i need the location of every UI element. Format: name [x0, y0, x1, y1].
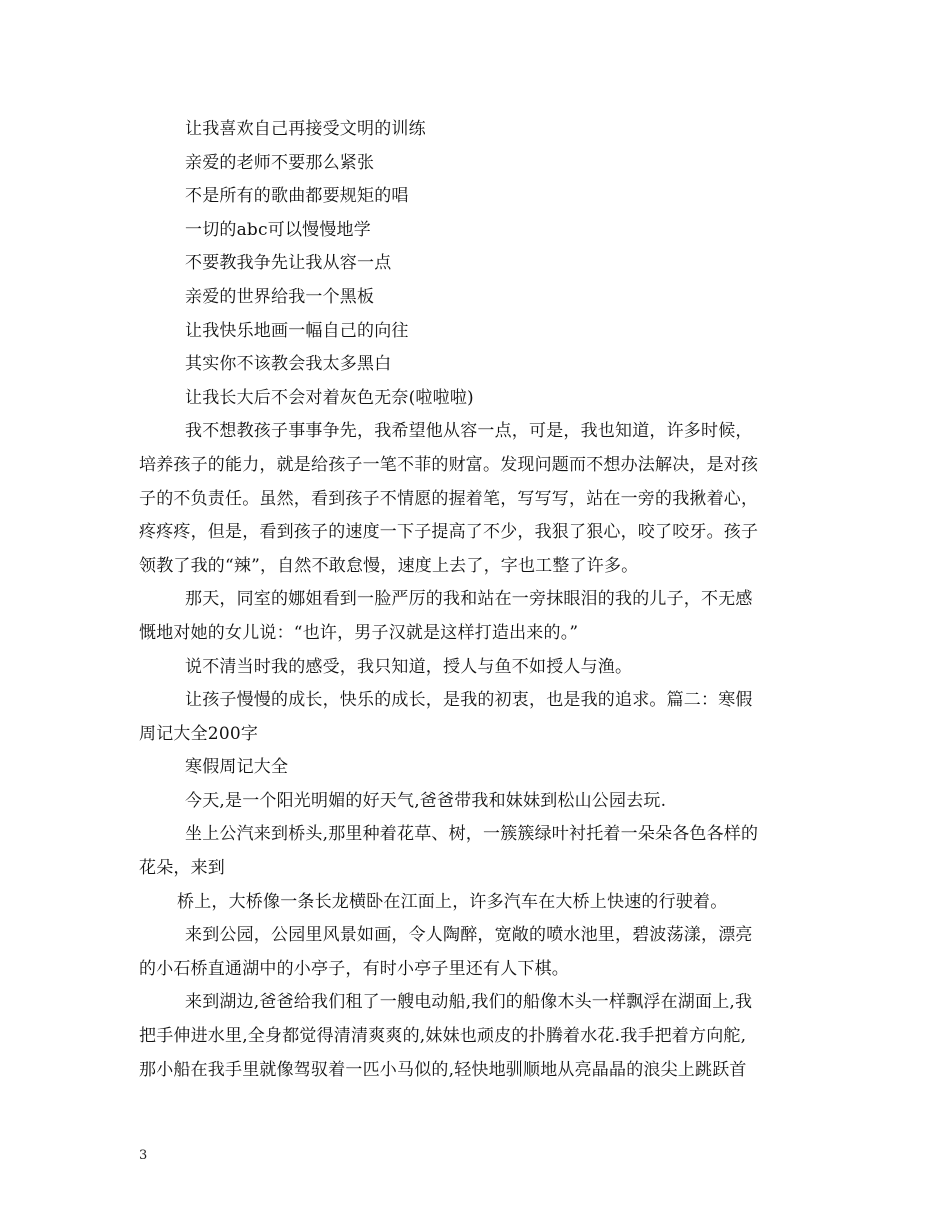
poem-line: 亲爱的老师不要那么紧张 — [185, 152, 375, 173]
paragraph-line: 子的不负责任。虽然，看到孩子不情愿的握着笔，写写写，站在一旁的我揪着心， — [139, 488, 759, 509]
paragraph-line: 今天,是一个阳光明媚的好天气,爸爸带我和妹妹到松山公园去玩. — [185, 790, 667, 811]
paragraph-line: 疼疼疼，但是，看到孩子的速度一下子提高了不少，我狠了狠心，咬了咬牙。孩子 — [139, 522, 759, 543]
poem-line: 让我喜欢自己再接受文明的训练 — [185, 119, 426, 139]
poem-line: 一切的abc可以慢慢地学 — [185, 219, 371, 240]
page-number: 3 — [139, 1148, 148, 1163]
paragraph-line: 让孩子慢慢的成长，快乐的成长，是我的初衷，也是我的追求。篇二：寒假 — [185, 690, 753, 711]
section-title: 寒假周记大全 — [185, 757, 289, 778]
paragraph-line: 领教了我的“辣”，自然不敢怠慢，速度上去了，字也工整了许多。 — [139, 555, 639, 576]
paragraph-line: 花朵，来到 — [139, 858, 225, 879]
poem-line: 亲爱的世界给我一个黑板 — [185, 286, 375, 307]
paragraph-line: 来到公园，公园里风景如画，令人陶醉，宽敞的喷水池里，碧波荡漾，漂亮 — [185, 925, 753, 946]
paragraph-line: 桥上，大桥像一条长龙横卧在江面上，许多汽车在大桥上快速的行驶着。 — [177, 891, 728, 912]
paragraph-line: 说不清当时我的感受，我只知道，授人与鱼不如授人与渔。 — [185, 656, 633, 677]
document-body — [139, 113, 811, 1087]
paragraph-line: 那天，同室的娜姐看到一脸严厉的我和站在一旁抹眼泪的我的儿子，不无感 — [185, 589, 753, 610]
poem-line: 让我长大后不会对着灰色无奈(啦啦啦) — [185, 387, 474, 408]
paragraph-line: 的小石桥直通湖中的小亭子，有时小亭子里还有人下棋。 — [139, 958, 569, 979]
paragraph-line: 坐上公汽来到桥头,那里种着花草、树，一簇簇绿叶衬托着一朵朵各色各样的 — [185, 824, 759, 845]
paragraph-line: 那小船在我手里就像驾驭着一匹小马似的,轻快地驯顺地从亮晶晶的浪尖上跳跃首 — [139, 1059, 747, 1080]
paragraph-line: 把手伸进水里,全身都觉得清清爽爽的,妹妹也顽皮的扑腾着水花.我手把着方向舵, — [139, 1026, 747, 1047]
poem-line: 不要教我争先让我从容一点 — [185, 253, 392, 274]
paragraph-line: 来到湖边,爸爸给我们租了一艘电动船,我们的船像木头一样飘浮在湖面上,我 — [185, 992, 753, 1013]
paragraph-line: 周记大全200字 — [139, 723, 259, 744]
poem-line: 不是所有的歌曲都要规矩的唱 — [185, 186, 409, 207]
paragraph-line: 慨地对她的女儿说：“也许，男子汉就是这样打造出来的。” — [139, 622, 579, 643]
poem-line: 其实你不该教会我太多黑白 — [185, 354, 392, 375]
poem-line: 让我快乐地画一幅自己的向往 — [185, 320, 409, 341]
paragraph-line: 培养孩子的能力，就是给孩子一笔不菲的财富。发现问题而不想办法解决，是对孩 — [139, 454, 759, 475]
paragraph-line: 我不想教孩子事事争先，我希望他从容一点，可是，我也知道，许多时候， — [185, 421, 753, 442]
